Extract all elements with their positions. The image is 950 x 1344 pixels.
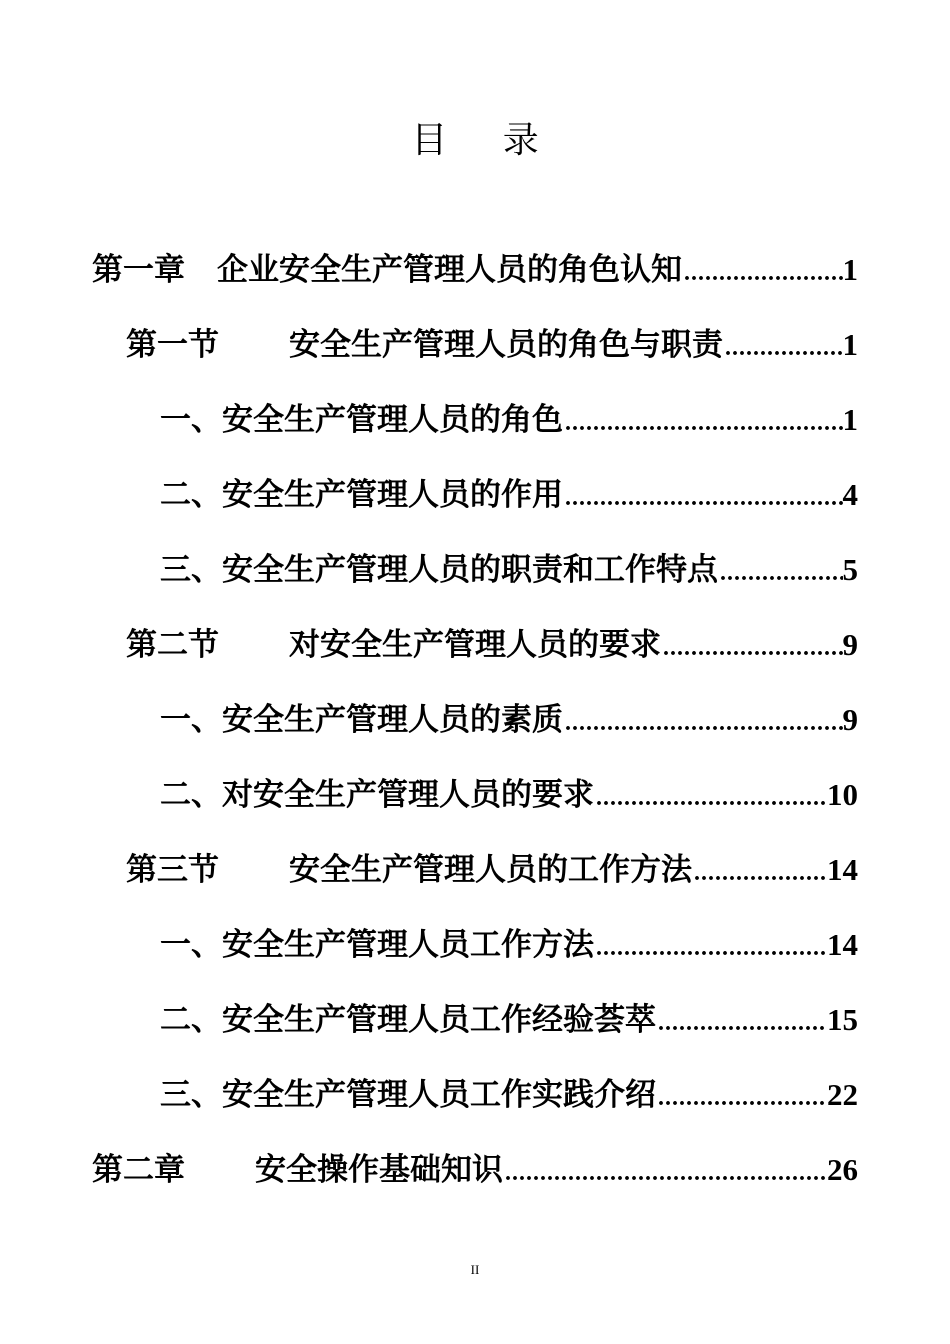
toc-entry-label: 一、安全生产管理人员的素质	[160, 702, 563, 738]
toc-leader-dots	[594, 781, 827, 815]
toc-entry-label: 第一章 企业安全生产管理人员的角色认知	[92, 252, 682, 288]
toc-leader-dots	[656, 1081, 827, 1115]
toc-entry-label: 二、对安全生产管理人员的要求	[160, 777, 594, 813]
toc-page-number: 5	[842, 552, 858, 587]
toc-leader-dots	[723, 331, 843, 365]
toc-leader-dots	[692, 856, 827, 890]
toc-entry-label: 第一节 安全生产管理人员的角色与职责	[126, 327, 723, 363]
toc-entry-item[interactable]	[160, 388, 858, 440]
toc-page-number: 1	[842, 327, 858, 362]
toc-leader-dots	[718, 556, 843, 590]
toc-entry-label: 一、安全生产管理人员的角色	[160, 402, 563, 438]
toc-entry-label: 第二节 对安全生产管理人员的要求	[126, 627, 661, 663]
toc-leader-dots	[563, 706, 843, 740]
toc-leader-dots	[563, 481, 843, 515]
toc-entry-label: 三、安全生产管理人员的职责和工作特点	[160, 552, 718, 588]
toc-page-number: 22	[827, 1077, 858, 1112]
toc-leader-dots	[563, 406, 843, 440]
toc-entry-chapter[interactable]	[92, 1138, 858, 1190]
toc-page-number: 4	[842, 477, 858, 512]
toc-entry-label: 一、安全生产管理人员工作方法	[160, 927, 594, 963]
toc-entry-item[interactable]	[160, 538, 858, 590]
toc-page-number: 26	[827, 1152, 858, 1187]
toc-page-number: 9	[842, 702, 858, 737]
toc-title: 目 录	[411, 120, 561, 161]
toc-page-number: 1	[842, 402, 858, 437]
toc-page-number: 9	[842, 627, 858, 662]
toc-page-number: 14	[827, 852, 858, 887]
toc-entry-chapter[interactable]	[92, 238, 858, 290]
toc-leader-dots	[661, 631, 843, 665]
toc-entry-section[interactable]	[126, 838, 858, 890]
toc-leader-dots	[656, 1006, 827, 1040]
toc-leader-dots	[503, 1156, 827, 1190]
toc-leader-dots	[594, 931, 827, 965]
toc-entry-label: 第三节 安全生产管理人员的工作方法	[126, 852, 692, 888]
page-number-footer: II	[470, 1262, 480, 1277]
toc-entry-item[interactable]	[160, 1063, 858, 1115]
toc-entry-item[interactable]	[160, 688, 858, 740]
toc-entry-label: 三、安全生产管理人员工作实践介绍	[160, 1077, 656, 1113]
toc-entry-section[interactable]	[126, 613, 858, 665]
toc-entry-section[interactable]	[126, 313, 858, 365]
toc-entry-label: 二、安全生产管理人员的作用	[160, 477, 563, 513]
toc-entry-label: 二、安全生产管理人员工作经验荟萃	[160, 1002, 656, 1038]
toc-page-number: 1	[842, 252, 858, 287]
toc-page-number: 15	[827, 1002, 858, 1037]
toc-entry-label: 第二章 安全操作基础知识	[92, 1152, 503, 1188]
toc-entry-item[interactable]	[160, 988, 858, 1040]
toc-page-number: 10	[827, 777, 858, 812]
toc-leader-dots	[682, 256, 843, 290]
toc-page-number: 14	[827, 927, 858, 962]
toc-entry-item[interactable]	[160, 763, 858, 815]
toc-entry-item[interactable]	[160, 463, 858, 515]
toc-entry-item[interactable]	[160, 913, 858, 965]
